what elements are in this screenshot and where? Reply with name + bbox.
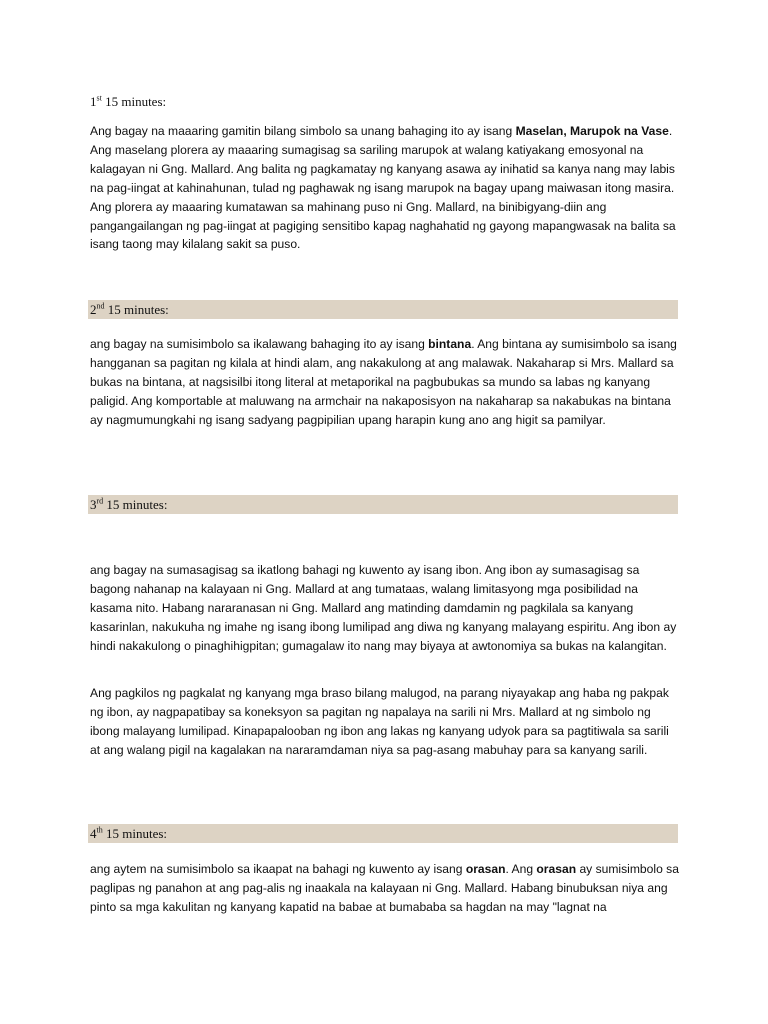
heading-ordinal-suffix: nd bbox=[96, 301, 105, 311]
section-3-heading bbox=[90, 497, 167, 512]
heading-ordinal-suffix: th bbox=[96, 825, 103, 835]
text-run: ang bagay na sumisimbolo sa ikalawang bahaging ito ay isang bbox=[90, 337, 429, 351]
heading-ordinal-suffix: st bbox=[96, 93, 102, 103]
bold-text: bintana bbox=[428, 337, 472, 351]
text-run: . Ang bintana ay sumisimbolo sa isang hangganan sa pagitan ng kilala at hindi alam, ang nakakulong at ang malawak. Nakaharap si Mrs. Mallard sa bukas na bintana, at nagsisilbi itong literal at metaporikal na pagbubukas sa mundo sa labas ng kanyang paligid. Ang komportable at maluwang na armchair na nakaposisyon na nakaharap sa nakabukas na bintana ay nagmumungkahi ng isang sadyang pagpipilian upang harapin kung ano ang higit sa pamilyar. bbox=[90, 337, 677, 427]
section-3-body-2 bbox=[90, 684, 680, 760]
text-run: . Ang bbox=[505, 862, 537, 876]
heading-number: 2 bbox=[90, 302, 97, 317]
heading-text: 15 minutes: bbox=[101, 94, 167, 109]
heading-number: 3 bbox=[90, 497, 97, 512]
heading-number: 1 bbox=[90, 94, 97, 109]
section-3-body bbox=[90, 561, 680, 656]
paragraph: ang bagay na sumasagisag sa ikatlong bahagi ng kuwento ay isang ibon. Ang ibon ay sumasagisag sa bagong nahanap na kalayaan ni Gng. Mallard at ang tumataas, walang limitasyong mga posibilidad na kasama nito. Habang nararanasan ni Gng. Mallard ang matinding damdamin ng pagkilala sa kanyang kasarinlan, nakukuha ng imahe ng isang ibong lumilipad ang diwa ng kanyang malayang espiritu. Ang ibon ay hindi nakakulong o pinaghihigpitan; gumagalaw ito nang may biyaya at awtonomiya sa bukas na kalangitan. bbox=[90, 563, 677, 653]
bold-text: orasan bbox=[536, 862, 577, 876]
paragraph bbox=[90, 122, 680, 254]
section-4-heading bbox=[90, 826, 167, 841]
heading-text: 15 minutes: bbox=[104, 302, 169, 317]
heading-number: 4 bbox=[90, 826, 97, 841]
heading-text: 15 minutes: bbox=[103, 497, 168, 512]
text-run: ay sumisimbolo sa paglipas ng panahon at ang pag-alis ng inaakala na kalayaan ni Gng. Mallard. Habang binubuksan niya ang pinto sa mga kakulitan ng kanyang kapatid na babae at bumababa sa hagdan na may "lagnat na bbox=[90, 862, 679, 914]
section-4-heading-band bbox=[88, 824, 678, 843]
section-2-heading-band bbox=[88, 300, 678, 319]
bold-text: orasan bbox=[465, 862, 506, 876]
section-1-heading bbox=[90, 94, 680, 110]
bold-text: Maselan, Marupok na Vase bbox=[515, 124, 669, 138]
paragraph bbox=[90, 335, 680, 430]
section-3-heading-band bbox=[88, 495, 678, 514]
heading-text: 15 minutes: bbox=[102, 826, 168, 841]
text-run: . Ang maselang plorera ay maaaring sumagisag sa sariling marupok at walang katiyakang emosyonal na kalagayan ni Gng. Mallard. Ang balita ng pagkamatay ng kanyang asawa ay inihatid sa kanya nang may labis na pag-iingat at kahinahunan, tulad ng paghawak ng isang marupok na bagay upang maiwasan itong masira. Ang plorera ay maaaring kumatawan sa mahinang puso ni Gng. Mallard, na binibigyang-diin ang pangangailangan ng pag-iingat at pagiging sensitibo kapag naghahatid ng gayong mapangwasak na balita sa isang taong may kilalang sakit sa puso. bbox=[90, 124, 676, 252]
section-4-body bbox=[90, 860, 680, 917]
section-2-heading bbox=[90, 302, 169, 317]
heading-ordinal-suffix: rd bbox=[96, 496, 104, 506]
section-1-body bbox=[90, 122, 680, 254]
paragraph bbox=[90, 860, 680, 917]
paragraph: Ang pagkilos ng pagkalat ng kanyang mga braso bilang malugod, na parang niyayakap ang haba ng pakpak ng ibon, ay nagpapatibay sa koneksyon sa pagitan ng napalaya na sarili ni Mrs. Mallard at ng simbolo ng ibong malayang lumilipad. Kinapapalooban ng ibon ang lakas ng kanyang udyok para sa pagtitiwala sa sarili at ang walang pigil na kagalakan na nararamdaman niya sa pag-asang mabuhay para sa kanyang sarili. bbox=[90, 686, 669, 757]
section-2-body bbox=[90, 335, 680, 430]
text-run: ang aytem na sumisimbolo sa ikaapat na bahagi ng kuwento ay isang bbox=[90, 862, 466, 876]
text-run: Ang bagay na maaaring gamitin bilang simbolo sa unang bahaging ito ay isang bbox=[90, 124, 516, 138]
